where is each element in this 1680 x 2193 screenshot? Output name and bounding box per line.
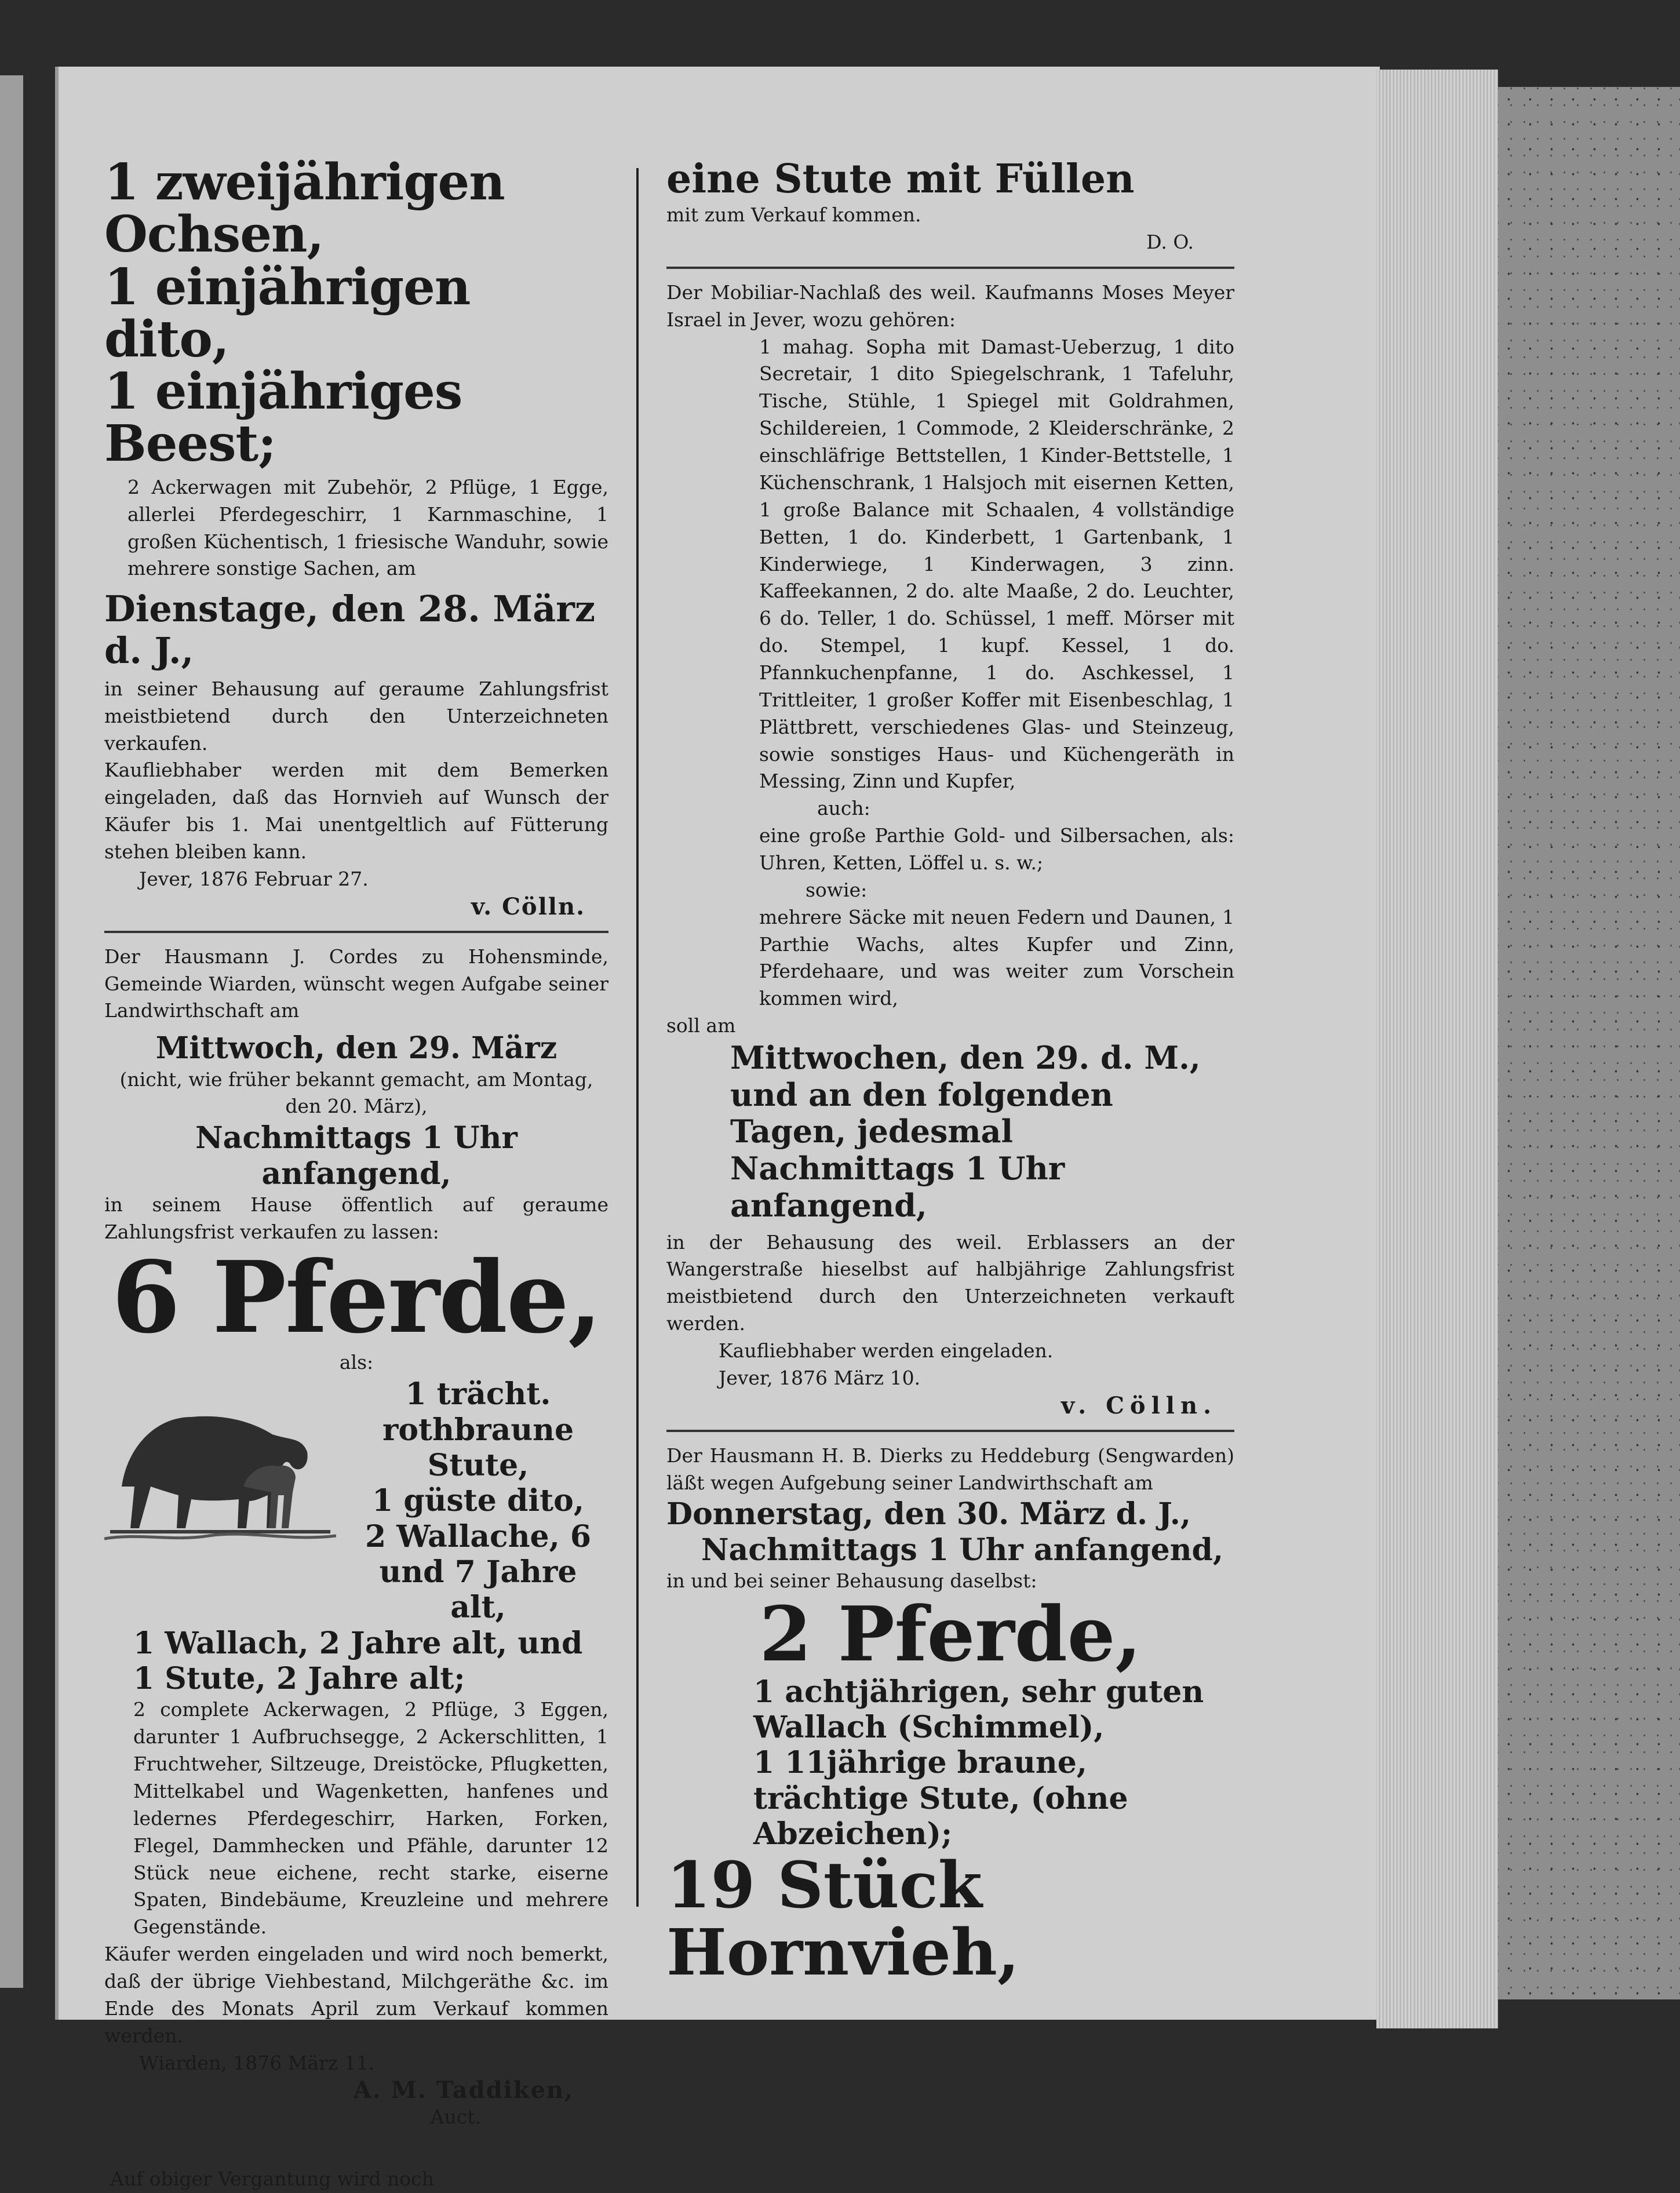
left-column	[104, 153, 608, 2193]
ad4-horse-1: 1 achtjährigen, sehr guten Wallach (Schimmel),	[753, 1674, 1204, 1745]
ad3-auch: auch:	[817, 797, 870, 820]
ad2-headline: 6 Pferde,	[111, 1239, 602, 1356]
ad2-place-date: Wiarden, 1876 März 11.	[139, 2051, 375, 2074]
ad3-more: mehrere Säcke mit neuen Federn und Daunen, 1 Parthie Wachs, altes Kupfer und Zinn, Pferdehaare, und was weiter zum Vorschein kommen wird,	[759, 905, 1234, 1010]
ad1-note: Kaufliebhaber werden mit dem Bemerken eingeladen, daß das Hornvieh auf Wunsch der Käufer bis 1. Mai unentgeltlich auf Fütterung stehen bleiben kann.	[104, 759, 608, 863]
ad4-horse-2: 1 11jährige braune, trächtige Stute, (ohne Abzeichen);	[753, 1745, 1128, 1852]
ad3-list: 1 mahag. Sopha mit Damast-Ueberzug, 1 dito Secretair, 1 dito Spiegelschrank, 1 Tafeluhr, Tische, Stühle, 1 Spiegel mit Goldrahmen, Schildereien, 1 Commode, 2 Kleiderschränke, 2 einschläfrige Bettstellen, 1 Kinder-Bettstelle, 1 Küchenschrank, 1 Halsjoch mit eisernen Ketten, 1 große Balance mit Schaalen, 4 vollständige Betten, 1 do. Kinderbett, 1 Gartenbank, 1 Kinderwiege, 1 Kinderwagen, 3 zinn. Kaffeekannen, 2 do. alte Maaße, 2 do. Leuchter, 6 do. Teller, 1 do. Schüssel, 1 meff. Mörser mit do. Stempel, 1 kupf. Kessel, 1 do. Pfannkuchenpfanne, 1 do. Aschkessel, 1 Trittleiter, 1 großer Koffer mit Eisenbeschlag, 1 Plättbrett, verschiedenes Glas- und Steinzeug, sowie sonstiges Haus- und Küchengeräth in Messing, Zinn und Kupfer,	[759, 335, 1234, 793]
ad3-sowie: sowie:	[806, 878, 868, 901]
horse-2: 1 güste dito,	[372, 1483, 584, 1519]
ad3-gold: eine große Parthie Gold- und Silbersachen, als: Uhren, Ketten, Löffel u. s. w.;	[759, 824, 1234, 874]
ad1-place-date: Jever, 1876 Februar 27.	[139, 867, 369, 890]
separator	[666, 267, 1234, 269]
horse-1: 1 trächt. rothbraune Stute,	[382, 1376, 574, 1483]
left-footer: Auf obiger Vergantung wird noch	[110, 2168, 434, 2191]
page-edges	[1376, 70, 1498, 2028]
ad2-text: in seinem Hause öffentlich auf geraume Zahlungsfrist verkaufen zu lassen:	[104, 1193, 608, 1243]
ad2-items: 2 complete Ackerwagen, 2 Pflüge, 3 Eggen, darunter 1 Aufbruchsegge, 2 Ackerschlitten, 1 Fruchtweher, Siltzeuge, Dreistöcke, Pflugketten, Mittelkabel und Wagenketten, hanfenes und ledernes Pferdegeschirr, Harken, Forken, Flegel, Dammhecken und Pfähle, darunter 12 Stück neue eichene, recht starke, eiserne Spaten, Bindebäume, Kreuzleine und mehrere Gegenstände.	[133, 1698, 608, 1939]
horse-3: 2 Wallache, 6 und 7 Jahre alt,	[365, 1518, 591, 1626]
ad3-soll: soll am	[666, 1014, 736, 1037]
ad1-signature: v. Cölln.	[471, 893, 585, 920]
ad4-headline-2: 19 Stück Hornvieh,	[666, 1848, 1020, 1990]
ad0-text: mit zum Verkauf kommen.	[666, 203, 921, 227]
horse-4: 1 Wallach, 2 Jahre alt, und	[133, 1625, 583, 1661]
ad4-headline: 2 Pferde,	[759, 1590, 1142, 1679]
ad0-signature: D. O.	[1146, 231, 1194, 254]
right-column	[666, 156, 1234, 1990]
ad4-time: Nachmittags 1 Uhr anfangend,	[701, 1532, 1223, 1568]
ad2-time: Nachmittags 1 Uhr anfangend,	[195, 1120, 518, 1192]
ad1-items: 2 Ackerwagen mit Zubehör, 2 Pflüge, 1 Egge, allerlei Pferdegeschirr, 1 Karnmaschine, 1 großen Küchentisch, 1 friesische Wanduhr, sowie mehrere sonstige Sachen, am	[127, 475, 608, 580]
horse-list	[348, 1376, 608, 1626]
ad1-date: Dienstage, den 28. März d. J.,	[104, 588, 596, 672]
ad1-headline-1: 1 zweijährigen Ochsen,	[104, 153, 505, 264]
horse-5: 1 Stute, 2 Jahre alt;	[133, 1661, 465, 1697]
book-cover	[1498, 87, 1680, 1999]
ad2-intro: Der Hausmann J. Cordes zu Hohensminde, Gemeinde Wiarden, wünscht wegen Aufgabe seiner Landwirthschaft am	[104, 945, 608, 1022]
ad1-text: in seiner Behausung auf geraume Zahlungsfrist meistbietend durch den Unterzeichneten verkaufen.	[104, 677, 608, 755]
ad2-closing: Käufer werden eingeladen und wird noch bemerkt, daß der übrige Viehbestand, Milchgeräthe &c. im Ende des Monats April zum Verkauf kommen werden.	[104, 1943, 608, 2047]
ad1-headline-3: 1 einjähriges Beest;	[104, 362, 462, 473]
ad-farm-sale	[666, 1442, 1234, 1990]
ad4-intro: Der Hausmann H. B. Dierks zu Heddeburg (Sengwarden) läßt wegen Aufgebung seiner Landwirthschaft am	[666, 1444, 1234, 1494]
ad-mare-continuation	[666, 156, 1234, 256]
ad3-invite: Kaufliebhaber werden eingeladen.	[719, 1339, 1054, 1362]
book-gutter	[0, 75, 23, 1988]
ad2-date: Mittwoch, den 29. März	[155, 1030, 557, 1066]
ad2-role: Auct.	[430, 2105, 481, 2129]
ad-cattle-sale	[104, 153, 608, 920]
ad3-text: in der Behausung des weil. Erblassers an der Wangerstraße hieselbst auf halbjährige Zahlungsfrist meistbietend durch den Unterzeichneten verkauft werden.	[666, 1230, 1234, 1335]
ad2-signature: A. M. Taddiken,	[353, 2077, 574, 2104]
ad2-note: (nicht, wie früher bekannt gemacht, am Montag, den 20. März),	[119, 1068, 593, 1118]
horse-section	[104, 1376, 608, 1626]
ad1-headline-2: 1 einjährigen dito,	[104, 257, 471, 369]
ad3-signature: v. Cölln.	[1061, 1391, 1217, 1419]
separator	[104, 931, 608, 933]
ad-horse-sale	[104, 944, 608, 2132]
ad0-headline: eine Stute mit Füllen	[666, 156, 1135, 202]
ad4-text: in und bei seiner Behausung daselbst:	[666, 1569, 1037, 1593]
horse-woodcut-icon	[104, 1376, 336, 1544]
separator	[666, 1430, 1234, 1432]
column-divider	[636, 168, 639, 1907]
ad3-intro: Der Mobiliar-Nachlaß des weil. Kaufmanns Moses Meyer Israel in Jever, wozu gehören:	[666, 280, 1234, 331]
ad2-als: als:	[339, 1351, 374, 1374]
ad-estate-sale	[666, 279, 1234, 1419]
ad3-date: Mittwochen, den 29. d. M., und an den folgenden Tagen, jedesmal Nachmittags 1 Uhr anfangend,	[730, 1039, 1201, 1224]
ad3-place-date: Jever, 1876 März 10.	[719, 1366, 921, 1389]
ad4-date: Donnerstag, den 30. März d. J.,	[666, 1496, 1191, 1532]
